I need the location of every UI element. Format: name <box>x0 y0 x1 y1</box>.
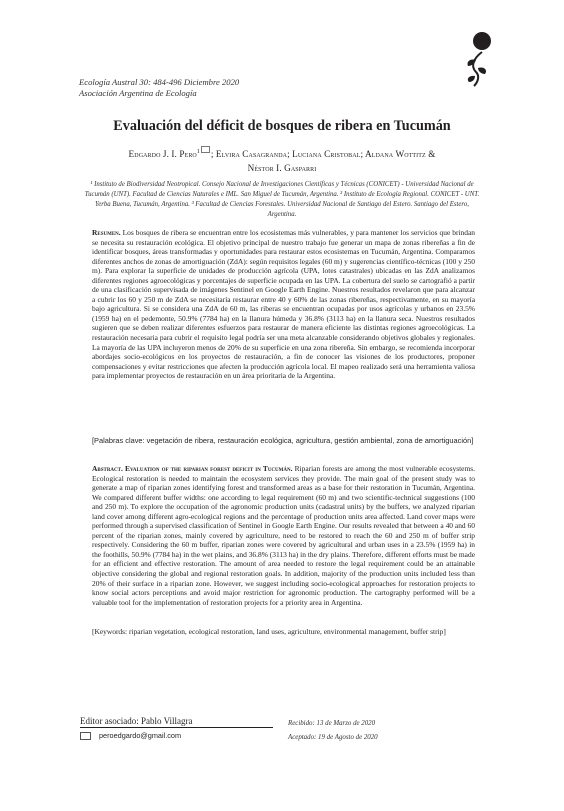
journal-citation: Ecología Austral 30: 484-496 Diciembre 2020 <box>79 77 240 87</box>
superscript-marker: 1 <box>196 149 200 155</box>
affiliations: ¹ Instituto de Biodiversidad Neotropical. Consejo Nacional de Investigaciones Científicas y Técnicas (CONICET) - Universidad Nacional de Tucumán (UNT). Facultad de Ciencias Naturales e IML. San Miguel de Tucumán, Argentina. ² Instituto de Ecología Regional. CONICET - UNT. Yerba Buena, Tucumán, Argentina. ³ Facultad de Ciencias Forestales. Universidad Nacional de Santiago del Estero. Santiago del Estero, Argentina. <box>84 181 480 218</box>
envelope-icon <box>80 732 91 740</box>
abstract-text: Riparian forests are among the most vulnerable ecosystems. Ecological restoration is needed to maintain the ecosystem services they provide. The main goal of the present study was to generate a map of riparian zones identifying forest and transformed areas as a base for their restoration in Tucumán, Argentina. We compared different buffer widths: one according to legal requirement (60 m) and two scientific-technical suggestions (100 and 250 m). To explore the occupation of the agronomic production units (cadastral units) by the buffers, we analyzed riparian land cover among different agro-ecological regions and the percentage of production units area affected. Land cover maps were performed through a supervised classification of Sentinel in Google Earth Engine. Our results revealed that between a 40 and 60 percent of the riparian zones, mainly covered by agriculture, need to be restored to reach the 60 and 250 m of buffer strip respectively. Considering the 60 m buffer, riparian zones were covered by agricultural and urban uses in a 23.5% (1959 ha) in the foothills, 50.9% (7784 ha) in the wet plains, and 36.8% (3113 ha) in the dry plains. Therefore, different efforts must be made for an efficient and effective restoration. The amount of area needed to restore the legal requirement could be an attainable objective considering the global and regional restoration goals. In addition, majority of the production units included less than 20% of their surface in a riparian zone. However, we suggest including socio-ecological approaches for restoration projects to know social actors perceptions and avoid major restriction for agronomic production. The cartography performed will be a valuable tool for the implementation of restoration projects for a priority area in Argentina. <box>92 464 475 607</box>
accepted-date: Aceptado: 19 de Agosto de 2020 <box>288 734 378 741</box>
author-list <box>70 145 494 175</box>
author-last: Néstor I. Gasparri <box>247 163 317 174</box>
author-rest: ; Elvira Casagranda; Luciana Cristobal; Aldana Wottitz & <box>210 149 436 160</box>
paper-title: Evaluación del déficit de bosques de ribera en Tucumán <box>113 118 451 134</box>
author-lead: Edgardo J. I. Pero <box>128 149 197 160</box>
abstract-paragraph <box>92 464 475 607</box>
received-date: Recibido: 13 de Marzo de 2020 <box>288 720 376 727</box>
journal-header <box>79 77 239 99</box>
resumen-lead: Resumen. <box>92 228 121 237</box>
palabras-clave: [Palabras clave: vegetación de ribera, restauración ecológica, agricultura, gestión ambiental, zona de amortiguación] <box>92 436 474 445</box>
associate-editor: Editor asociado: Pablo Villagra <box>80 716 193 726</box>
envelope-icon <box>201 146 210 153</box>
footer-rule <box>80 727 273 728</box>
contact-email[interactable]: peroedgardo@gmail.com <box>99 731 182 740</box>
keywords: [Keywords: riparian vegetation, ecological restoration, land uses, agriculture, environmental management, buffer strip] <box>92 627 446 636</box>
contact-email-row <box>80 731 181 740</box>
submission-dates <box>288 717 378 745</box>
journal-association: Asociación Argentina de Ecología <box>79 88 197 98</box>
resumen-text: Los bosques de ribera se encuentran entre los ecosistemas más vulnerables, y para mantener los servicios que brindan se necesita su restauración ecológica. El objetivo principal de nuestro trabajo fue generar un mapa de zonas ribereñas a fin de identificar bosques, áreas transformadas y oportunidades para restaurar estos ecosistemas en Tucumán, Argentina. Comparamos diferentes anchos de zonas de amortiguación (ZdA): según requisitos legales (60 m) y sugerencias científico-técnicas (100 y 250 m). Para explorar la superficie de unidades de producción agrícola (UPA, lotes catastrales) ubicadas en las ZdA analizamos diferentes regiones agroecológicas y porcentajes de superficie ocupada en las UPA. La cobertura del suelo se cartografió a partir de una clasificación supervisada de imágenes Sentinel en Google Earth Engine. Nuestros resultados revelaron que para alcanzar a cubrir los 60 y 250 m de ZdA se necesitaría restaurar entre 40 y 60% de las zonas ribereñas, respectivamente, en su mayoría bajo agricultura. Si se considera una ZdA de 60 m, las riberas se encuentran ocupadas por usos agrícolas y urbanos en 23.5% (1959 ha) en el pedemonte, 50.9% (7784 ha) en la llanura húmeda y 36.8% (3113 ha) en la llanura seca. Nuestros resultados sugieren que se deben realizar diferentes esfuerzos para restaurar de manera eficiente las distintas regiones agroecológicas. La restauración necesaria para cubrir el requisito legal podría ser una meta alcanzable considerando objetivos globales y regionales. La mayoría de las UPA incluyeron menos de 20% de su superficie en una zona ribereña. Sin embargo, se recomienda incorporar abordajes socio-ecológicos en los proyectos de restauración, a fin de conocer las visiones de los productores, proponer compensaciones y evitar restricciones que afecten la producción agrícola local. El mapeo realizado será una herramienta valiosa para implementar proyectos de restauración en un área prioritaria de la Argentina. <box>92 228 475 381</box>
abstract-lead: Abstract. Evaluation of the riparian forest deficit in Tucumán. <box>92 464 293 473</box>
journal-logo-icon <box>452 30 502 90</box>
resumen-paragraph <box>92 228 475 381</box>
